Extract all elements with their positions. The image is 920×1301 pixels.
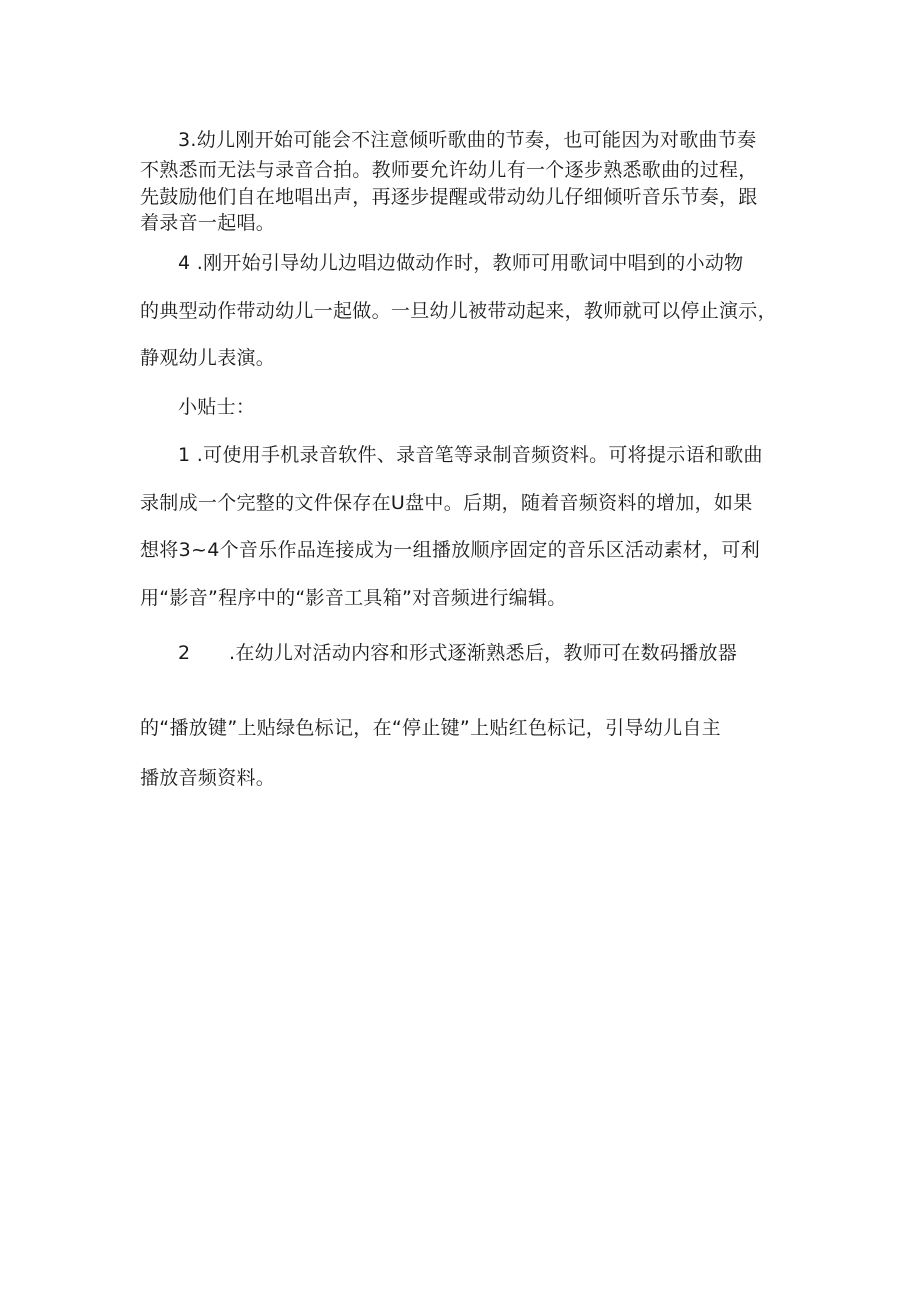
tip1-line-3: 想将3~4个音乐作品连接成为一组播放顺序固定的音乐区活动素材，可利 (140, 539, 760, 561)
para4-line-2: 的典型动作带动幼儿一起做。一旦幼儿被带动起来，教师就可以停止演示， (140, 300, 777, 322)
tip2-line-1: 2 .在幼儿对活动内容和形式逐渐熟悉后，教师可在数码播放器 (178, 642, 738, 664)
tip1-line-2: 录制成一个完整的文件保存在U盘中。后期，随着音频资料的增加，如果 (140, 492, 753, 514)
tip1-line-4: 用“影音”程序中的“影音工具箱”对音频进行编辑。 (140, 587, 567, 609)
para3-line-2: 不熟悉而无法与录音合拍。教师要允许幼儿有一个逐步熟悉歌曲的过程， (140, 159, 758, 181)
tips-heading: 小贴士： (178, 396, 256, 418)
para4-line-1: 4 .刚开始引导幼儿边唱边做动作时，教师可用歌词中唱到的小动物 (178, 252, 744, 274)
para3-line-1: 3.幼儿刚开始可能会不注意倾听歌曲的节奏，也可能因为对歌曲节奏 (178, 129, 757, 151)
para3-line-3: 先鼓励他们自在地唱出声，再逐步提醒或带动幼儿仔细倾听音乐节奏，跟 (140, 186, 758, 208)
para3-line-4: 着录音一起唱。 (140, 212, 276, 234)
tip1-line-1: 1 .可使用手机录音软件、录音笔等录制音频资料。可将提示语和歌曲 (178, 444, 763, 466)
tip2-line-2: 的“播放键”上贴绿色标记，在“停止键”上贴红色标记，引导幼儿自主 (140, 717, 721, 739)
para4-line-3: 静观幼儿表演。 (140, 347, 276, 369)
tip2-line-3: 播放音频资料。 (140, 767, 276, 789)
